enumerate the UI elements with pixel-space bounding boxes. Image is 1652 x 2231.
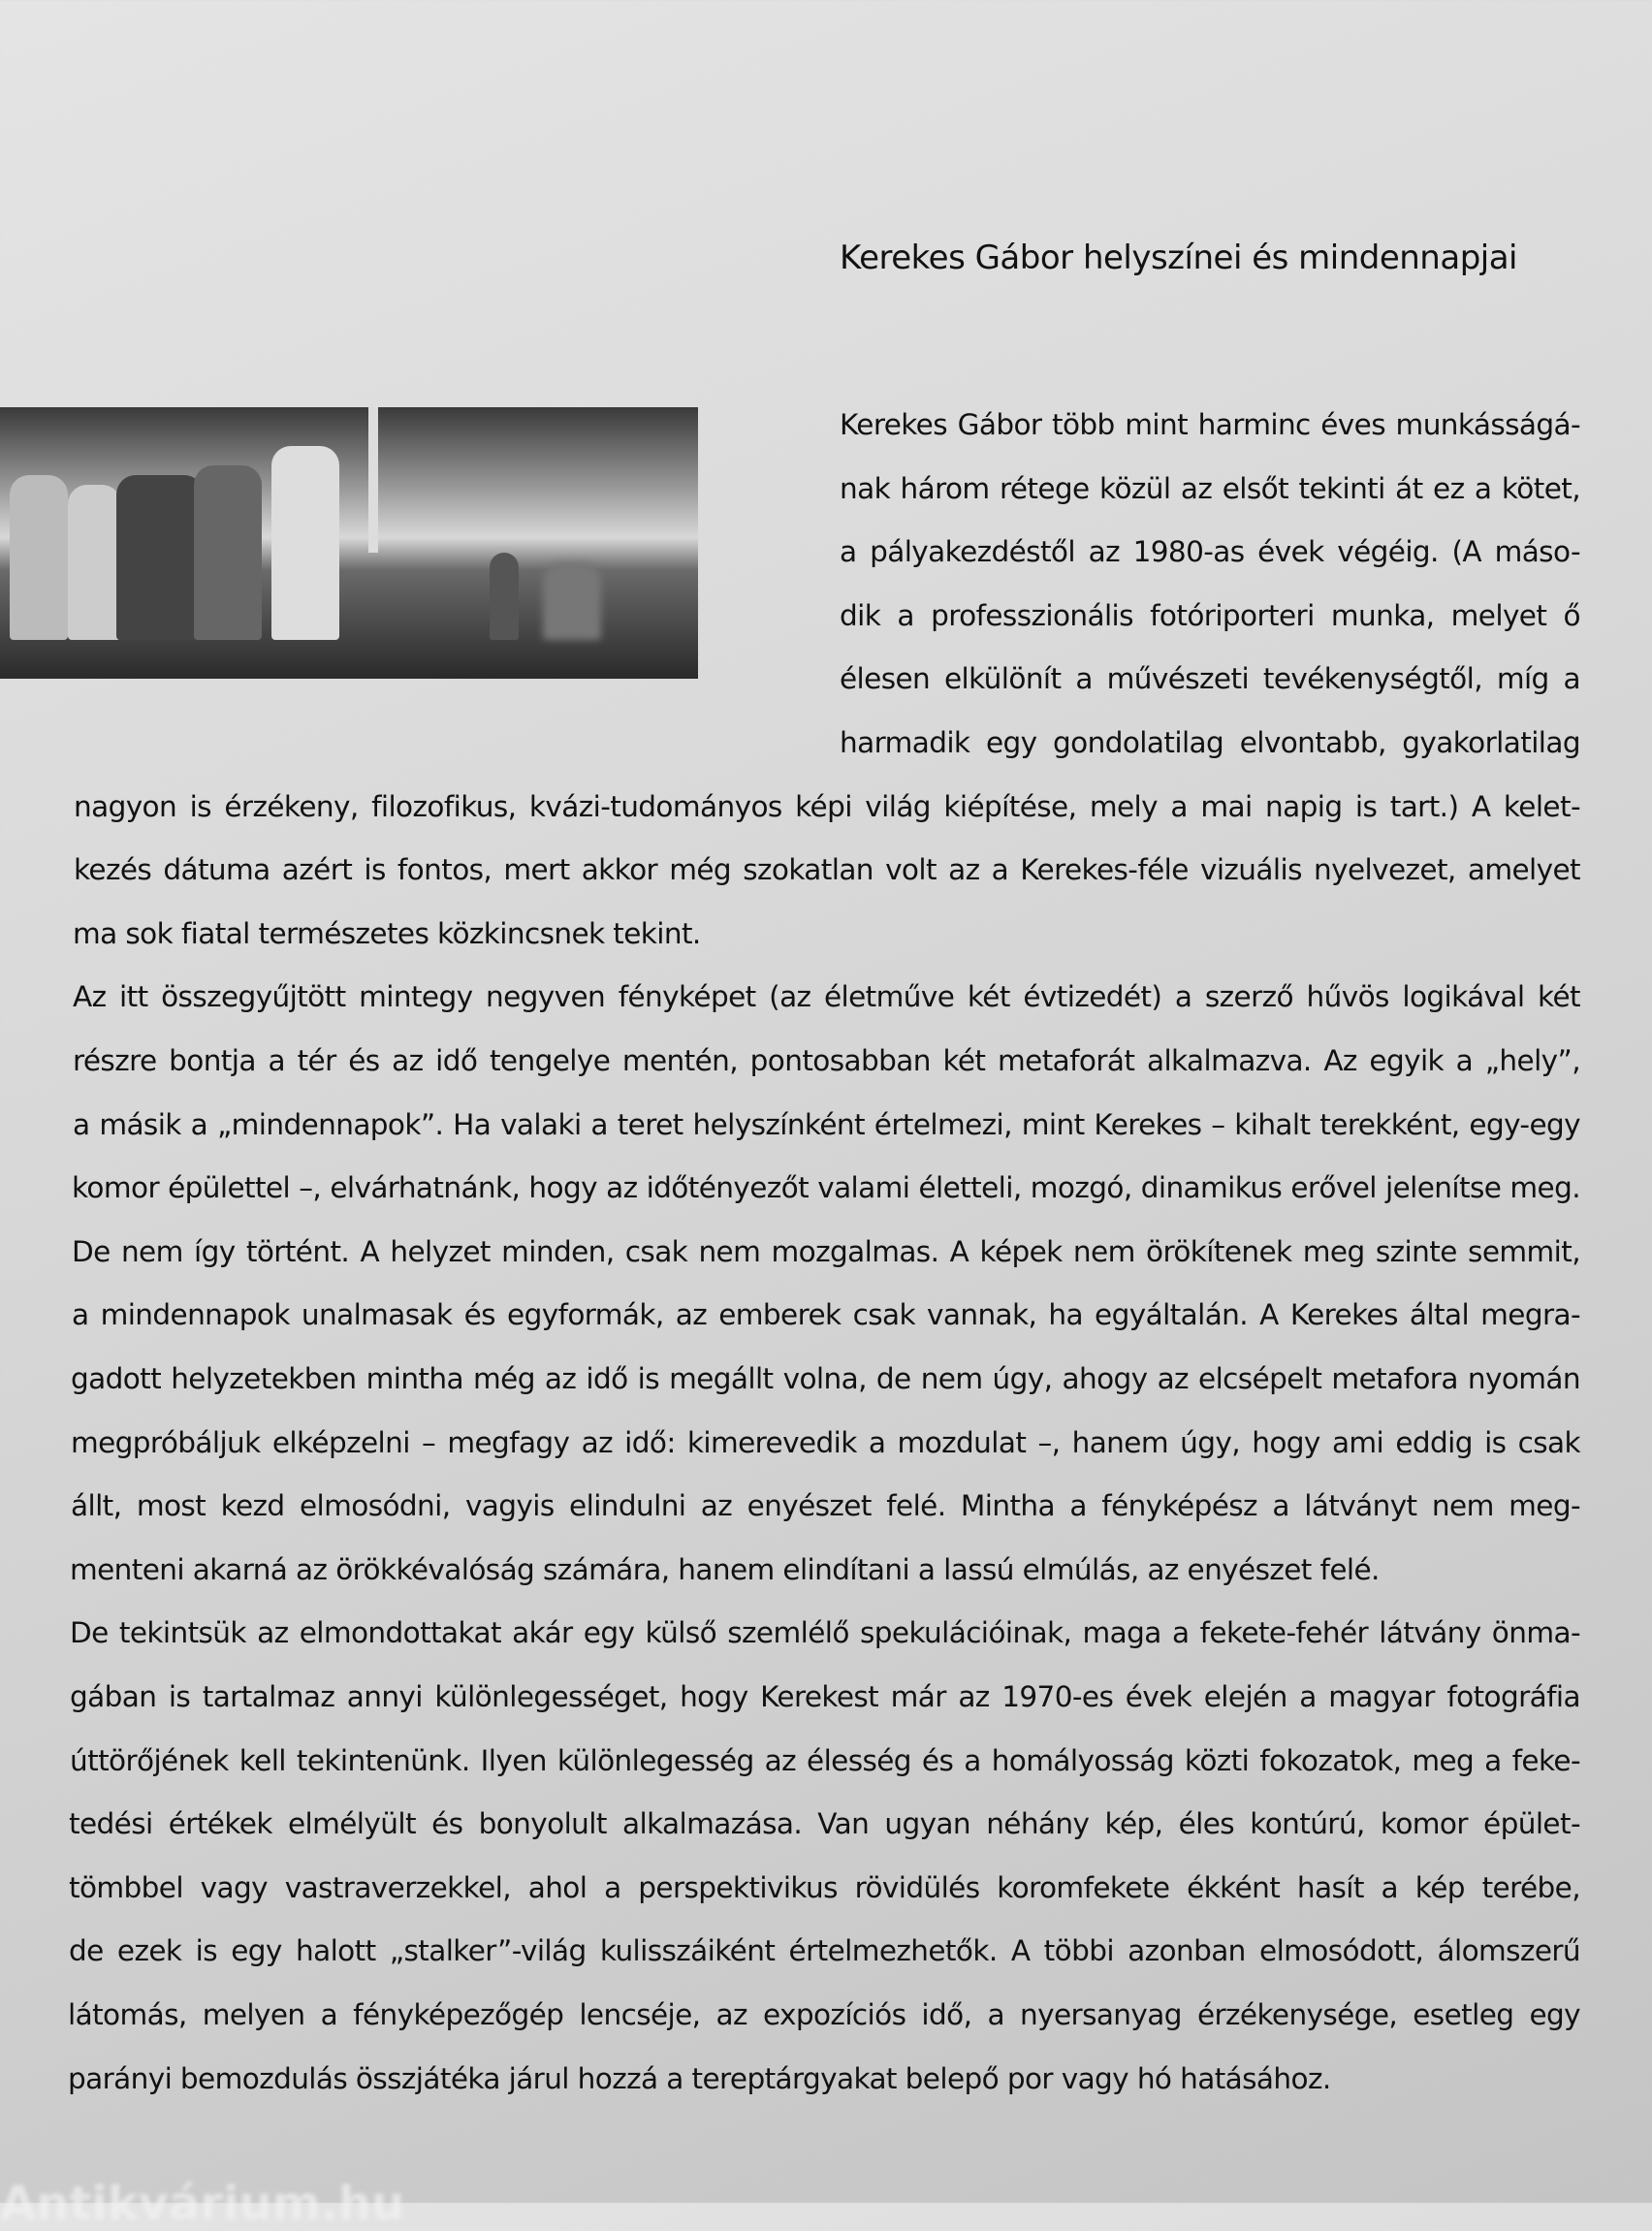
text-line <box>69 1919 1580 1983</box>
text-line <box>74 775 1580 839</box>
text-line-content: parányi bemozdulás összjátéka járul hozzá a tereptárgyakat belepő por vagy hó hatásához. <box>68 2062 1331 2095</box>
text-line-content: megpróbáljuk elképzelni – megfagy az idő: kimerevedik a mozdulat –, hanem úgy, hogy ami eddig is csak <box>71 1426 1580 1459</box>
text-line-content: a másik a „mindennapok”. Ha valaki a teret helyszínként értelmezi, mint Kerekes – kihalt terekként, egy-egy <box>73 1108 1580 1141</box>
photo-pole <box>368 407 378 553</box>
text-line <box>70 1601 1580 1665</box>
text-line <box>72 1220 1580 1284</box>
text-line-content: De nem így történt. A helyzet minden, csak nem mozgalmas. A képek nem örökítenek meg szinte semmit, <box>72 1235 1580 1268</box>
text-line <box>71 1347 1580 1411</box>
text-line-content: Az itt összegyűjtött mintegy negyven fényképet (az életműve két évtizedét) a szerző hűvös logikával két <box>73 980 1580 1013</box>
text-line-content: tömbbel vagy vastraverzekkel, ahol a perspektivikus rövidülés koromfekete ékként hasít a kép terébe, <box>69 1871 1580 1904</box>
text-line <box>840 520 1580 584</box>
photo-figure <box>10 475 68 640</box>
text-line-content: dik a professzionális fotóriporteri munka, melyet ő <box>840 599 1580 632</box>
text-line <box>840 647 1580 711</box>
text-line <box>69 1856 1580 1920</box>
text-line-content: menteni akarná az örökkévalóság számára, hanem elindítani a lassú elmúlás, az enyészet felé. <box>70 1553 1380 1586</box>
text-line-content: gadott helyzetekben mintha még az idő is megállt volna, de nem úgy, ahogy az elcsépelt metafora nyomán <box>71 1362 1580 1395</box>
text-line-content: ma sok fiatal természetes közkincsnek tekint. <box>73 917 701 950</box>
text-line <box>73 902 1580 966</box>
text-line-content: harmadik egy gondolatilag elvontabb, gyakorlatilag <box>840 726 1580 759</box>
photo-figure <box>68 485 121 640</box>
text-line <box>840 711 1580 775</box>
text-line <box>70 1538 1580 1602</box>
page-title: Kerekes Gábor helyszínei és mindennapjai <box>840 239 1517 277</box>
text-line <box>73 1093 1580 1157</box>
text-line-content: de ezek is egy halott „stalker”-világ kulisszáiként értelmezhetők. A többi azonban elmosódott, álomszerű <box>69 1934 1580 1967</box>
text-line-content: De tekintsük az elmondottakat akár egy külső szemlélő spekulációinak, maga a fekete-fehér látvány önma- <box>70 1616 1580 1649</box>
text-line <box>70 1665 1580 1729</box>
text-line-content: élesen elkülönít a művészeti tevékenységtől, míg a <box>840 662 1580 695</box>
text-line-content: a pályakezdéstől az 1980-as évek végéig. (A máso- <box>840 535 1580 568</box>
text-line <box>68 2047 1580 2111</box>
text-line <box>840 584 1580 648</box>
text-line <box>70 1729 1580 1793</box>
photo-figure <box>543 562 601 640</box>
text-line <box>69 1792 1580 1856</box>
text-line <box>73 965 1580 1029</box>
text-line-content: nagyon is érzékeny, filozofikus, kvázi-tudományos képi világ kiépítése, mely a mai napig is tart.) A kelet- <box>74 790 1580 823</box>
text-line-content: részre bontja a tér és az idő tengelye mentén, pontosabban két metaforát alkalmazva. Az egyik a „hely”, <box>73 1044 1580 1077</box>
text-line-content: úttörőjének kell tekintenünk. Ilyen különlegesség az élesség és a homályosság közti fokozatok, meg a feke- <box>70 1744 1580 1777</box>
text-line <box>68 1983 1580 2047</box>
watermark: Antikvárium.hu <box>0 2177 405 2231</box>
text-line <box>74 838 1580 902</box>
text-line-content: látomás, melyen a fényképezőgép lencséje, az expozíciós idő, a nyersanyag érzékenysége, esetleg egy <box>68 1998 1580 2031</box>
text-line-content: állt, most kezd elmosódni, vagyis elindulni az enyészet felé. Mintha a fényképész a látványt nem meg- <box>71 1489 1580 1522</box>
text-line-content: komor épülettel –, elvárhatnánk, hogy az időtényezőt valami életteli, mozgó, dinamikus erővel jelenítse meg. <box>72 1171 1580 1204</box>
text-line-content: kezés dátuma azért is fontos, mert akkor még szokatlan volt az a Kerekes-féle vizuális nyelvezet, amelyet <box>74 853 1580 886</box>
text-line <box>840 457 1580 521</box>
black-and-white-photo <box>0 407 698 679</box>
photo-figure <box>194 465 262 640</box>
text-line <box>73 1029 1580 1093</box>
text-line-content: a mindennapok unalmasak és egyformák, az emberek csak vannak, ha egyáltalán. A Kerekes által megra- <box>72 1298 1580 1331</box>
text-line-content: nak három rétege közül az elsőt tekinti át ez a kötet, <box>840 472 1580 505</box>
text-line-content: Kerekes Gábor több mint harminc éves munkásságá- <box>840 408 1580 441</box>
photo-figure <box>490 553 519 640</box>
text-line <box>72 1156 1580 1220</box>
text-line <box>71 1474 1580 1538</box>
text-line-content: gában is tartalmaz annyi különlegességet, hogy Kerekest már az 1970-es évek elején a magyar fotográfia <box>70 1680 1580 1713</box>
text-line-content: tedési értékek elmélyült és bonyolult alkalmazása. Van ugyan néhány kép, éles kontúrú, komor épület- <box>69 1807 1580 1840</box>
photo-figure <box>116 475 204 640</box>
text-line <box>72 1283 1580 1347</box>
text-line <box>840 393 1580 457</box>
text-line <box>71 1411 1580 1475</box>
photo-figure <box>271 446 339 640</box>
